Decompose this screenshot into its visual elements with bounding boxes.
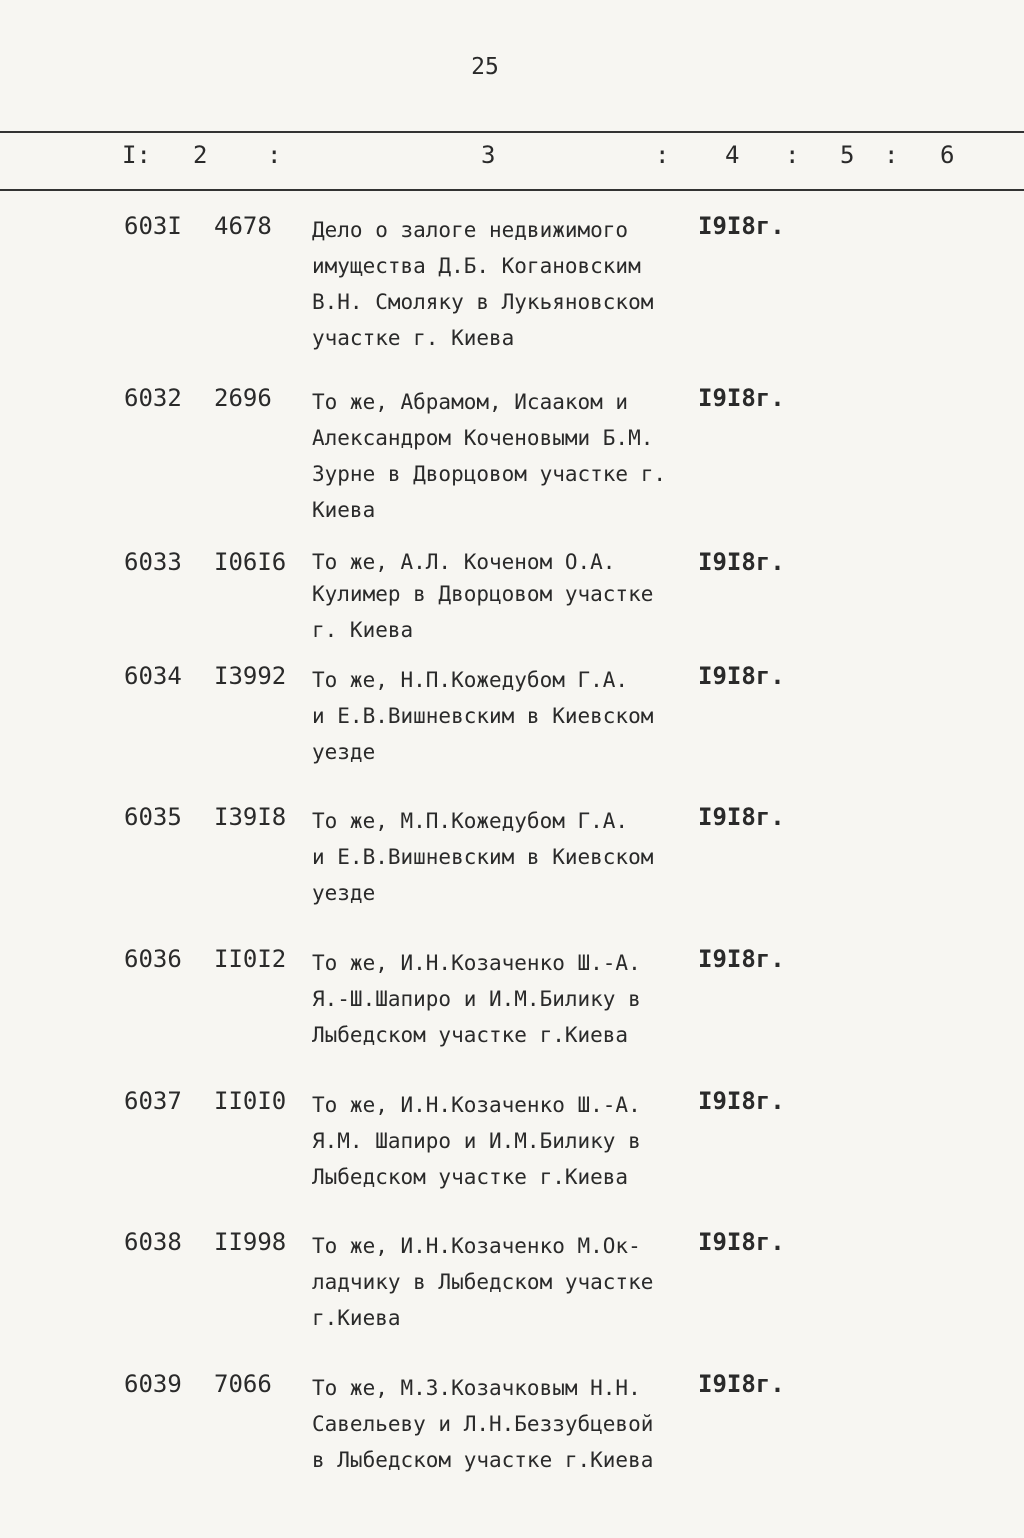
record-year: I9I8г. [698,1228,785,1256]
record-description [312,945,712,1053]
description-line: Я.М. Шапиро и И.М.Билику в [312,1129,641,1153]
column-header-2: 2 [193,141,208,169]
record-number: 6037 [124,1087,182,1115]
record-year: I9I8г. [698,803,785,831]
description-line: Лыбедском участке г.Киева [312,1023,629,1047]
record-number: 6033 [124,548,182,576]
record-entry [0,1370,1024,1510]
record-description [312,803,712,911]
page-number: 25 [471,54,499,80]
old-record-number: II998 [214,1228,287,1256]
record-description [312,662,712,770]
column-header-1: I: [122,141,151,169]
description-line: То же, И.Н.Козаченко М.Ок- [312,1234,641,1258]
column-separator: : [267,141,282,169]
description-line: То же, М.З.Козачковым Н.Н. [312,1376,641,1400]
column-separator: : [785,141,800,169]
record-number: 6032 [124,384,182,412]
description-line: Зурне в Дворцовом участке г. [312,462,667,486]
record-number: 6039 [124,1370,182,1398]
column-header-3: 3 [481,141,496,169]
record-description [312,384,712,528]
old-record-number: 7066 [214,1370,272,1398]
record-entry [0,1228,1024,1368]
description-line: в Лыбедском участке г.Киева [312,1448,654,1472]
record-description [312,1087,712,1195]
old-record-number: 2696 [214,384,272,412]
record-entry [0,803,1024,943]
description-line: имущества Д.Б. Когановским [312,254,641,278]
record-entry [0,384,1024,524]
column-separator: : [655,141,670,169]
description-line: Савельеву и Л.Н.Беззубцевой [312,1412,654,1436]
record-entry [0,1087,1024,1227]
record-number: 6034 [124,662,182,690]
column-separator: : [884,141,899,169]
description-line: уезде [312,881,376,905]
old-record-number: I3992 [214,662,287,690]
record-year: I9I8г. [698,384,785,412]
column-header-6: 6 [940,141,955,169]
description-line: Александром Коченовыми Б.М. [312,426,654,450]
description-line: и Е.В.Вишневским в Киевском [312,704,654,728]
description-line: участке г. Киева [312,326,515,350]
description-line: г.Киева [312,1306,401,1330]
record-description [312,1370,712,1478]
description-line: То же, Абрамом, Исааком и [312,390,629,414]
record-year: I9I8г. [698,212,785,240]
description-line: В.Н. Смоляку в Лукьяновском [312,290,654,314]
record-number: 603I [124,212,182,240]
column-header-5: 5 [840,141,855,169]
old-record-number: II0I0 [214,1087,287,1115]
description-line: Дело о залоге недвижимого [312,218,629,242]
record-description [312,212,712,356]
description-line: Я.-Ш.Шапиро и И.М.Билику в [312,987,641,1011]
header-rule-bottom [0,189,1024,191]
old-record-number: I06I6 [214,548,287,576]
description-line: То же, М.П.Кожедубом Г.А. [312,809,629,833]
record-entry [0,945,1024,1085]
description-line: и Е.В.Вишневским в Киевском [312,845,654,869]
record-number: 6035 [124,803,182,831]
description-line: Лыбедском участке г.Киева [312,1165,629,1189]
record-entry [0,662,1024,802]
record-entry [0,212,1024,352]
record-number: 6038 [124,1228,182,1256]
old-record-number: 4678 [214,212,272,240]
record-number: 6036 [124,945,182,973]
column-header-4: 4 [725,141,740,169]
old-record-number: II0I2 [214,945,287,973]
record-year: I9I8г. [698,1370,785,1398]
record-description [312,548,712,648]
description-line: ладчику в Лыбедском участке [312,1270,654,1294]
description-line: Киева [312,498,376,522]
record-year: I9I8г. [698,945,785,973]
description-line: Кулимер в Дворцовом участке [312,582,654,606]
description-line: г. Киева [312,618,414,642]
description-line: То же, Н.П.Кожедубом Г.А. [312,668,629,692]
description-line: То же, И.Н.Козаченко Ш.-А. [312,951,641,975]
old-record-number: I39I8 [214,803,287,831]
description-line: То же, И.Н.Козаченко Ш.-А. [312,1093,641,1117]
record-year: I9I8г. [698,662,785,690]
record-year: I9I8г. [698,548,785,576]
description-line: То же, А.Л. Коченом О.А. [312,550,616,574]
record-description [312,1228,712,1336]
description-line: уезде [312,740,376,764]
record-year: I9I8г. [698,1087,785,1115]
header-rule-top [0,131,1024,133]
